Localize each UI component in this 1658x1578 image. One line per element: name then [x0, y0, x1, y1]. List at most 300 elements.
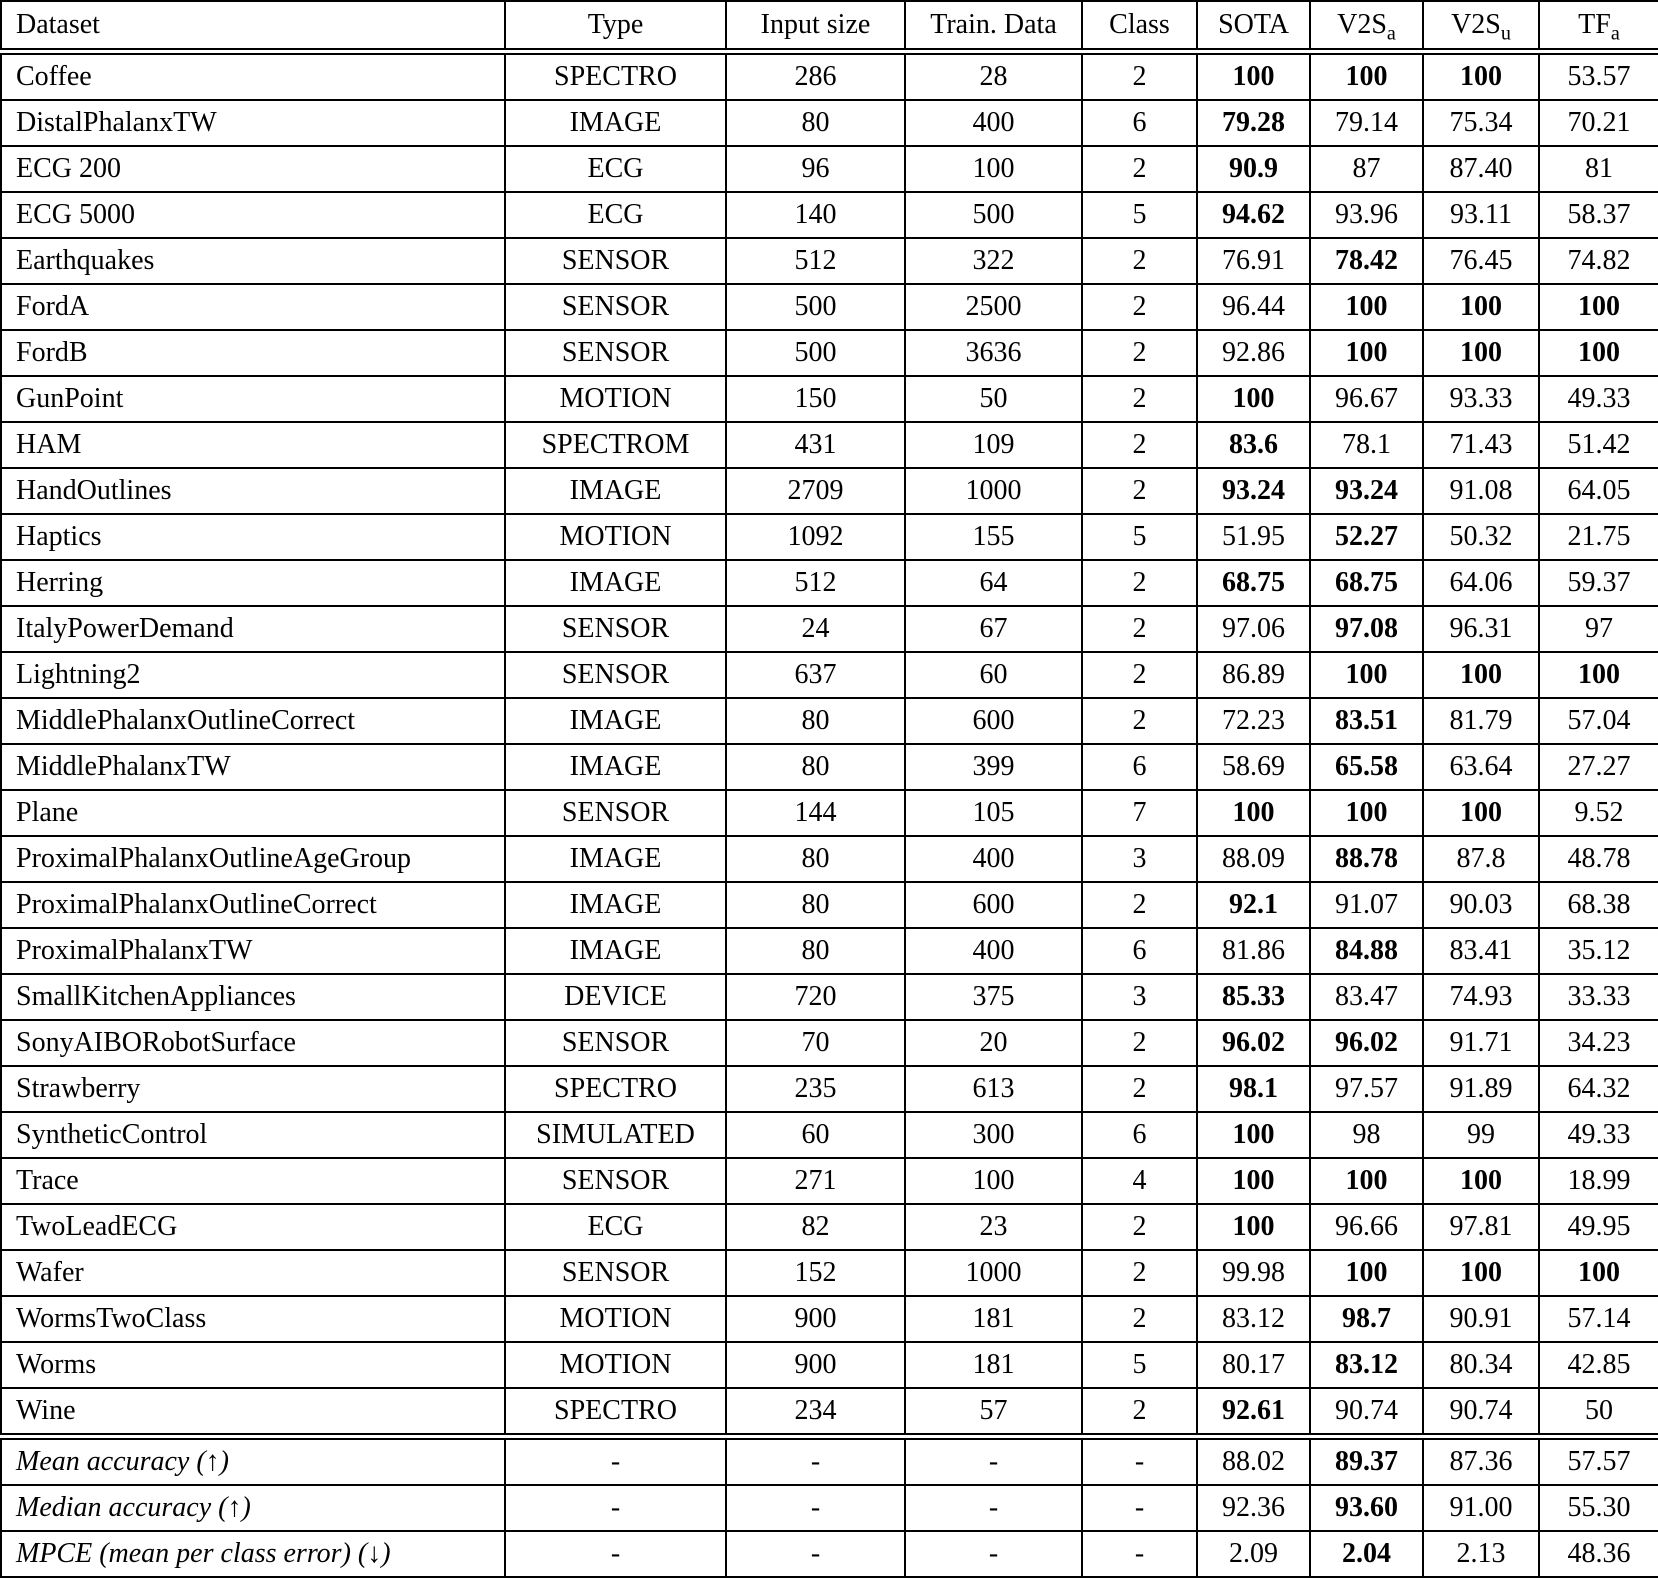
value-cell: 27.27 — [1539, 744, 1658, 790]
value-cell: 68.38 — [1539, 882, 1658, 928]
value-cell: 6 — [1082, 744, 1197, 790]
value-cell: - — [905, 1437, 1082, 1486]
value-cell: 57.57 — [1539, 1437, 1658, 1486]
value-cell: IMAGE — [505, 928, 726, 974]
value-cell: SENSOR — [505, 1158, 726, 1204]
value-cell: 100 — [1310, 1158, 1423, 1204]
dataset-cell: Plane — [1, 790, 505, 836]
dataset-cell: HAM — [1, 422, 505, 468]
value-cell: 75.34 — [1423, 100, 1539, 146]
value-cell: 500 — [905, 192, 1082, 238]
dataset-cell: TwoLeadECG — [1, 1204, 505, 1250]
value-cell: 87.36 — [1423, 1437, 1539, 1486]
value-cell: 500 — [726, 330, 905, 376]
value-cell: 80 — [726, 836, 905, 882]
value-cell: 2.04 — [1310, 1531, 1423, 1577]
value-cell: 93.24 — [1310, 468, 1423, 514]
column-header: Train. Data — [905, 1, 1082, 52]
value-cell: 100 — [1423, 1250, 1539, 1296]
dataset-cell: Wafer — [1, 1250, 505, 1296]
value-cell: 2 — [1082, 606, 1197, 652]
value-cell: 100 — [1423, 652, 1539, 698]
value-cell: 23 — [905, 1204, 1082, 1250]
value-cell: 100 — [1539, 1250, 1658, 1296]
value-cell: 100 — [1197, 52, 1310, 101]
table-row — [1, 928, 1658, 974]
dataset-cell: SonyAIBORobotSurface — [1, 1020, 505, 1066]
value-cell: 2 — [1082, 1296, 1197, 1342]
value-cell: 21.75 — [1539, 514, 1658, 560]
table-row — [1, 744, 1658, 790]
dataset-cell: Trace — [1, 1158, 505, 1204]
value-cell: 5 — [1082, 192, 1197, 238]
value-cell: 80 — [726, 882, 905, 928]
value-cell: 431 — [726, 422, 905, 468]
value-cell: 83.47 — [1310, 974, 1423, 1020]
value-cell: 144 — [726, 790, 905, 836]
value-cell: 97.08 — [1310, 606, 1423, 652]
value-cell: 80 — [726, 928, 905, 974]
value-cell: 2 — [1082, 376, 1197, 422]
dataset-cell: MiddlePhalanxTW — [1, 744, 505, 790]
value-cell: 49.33 — [1539, 1112, 1658, 1158]
table-row — [1, 376, 1658, 422]
table-row — [1, 1158, 1658, 1204]
value-cell: 88.02 — [1197, 1437, 1310, 1486]
value-cell: 2 — [1082, 560, 1197, 606]
value-cell: 152 — [726, 1250, 905, 1296]
dataset-cell: Haptics — [1, 514, 505, 560]
value-cell: 90.91 — [1423, 1296, 1539, 1342]
value-cell: SENSOR — [505, 284, 726, 330]
value-cell: 70.21 — [1539, 100, 1658, 146]
value-cell: 93.60 — [1310, 1485, 1423, 1531]
value-cell: SENSOR — [505, 238, 726, 284]
value-cell: 100 — [905, 146, 1082, 192]
table-row — [1, 836, 1658, 882]
value-cell: 87 — [1310, 146, 1423, 192]
value-cell: 600 — [905, 698, 1082, 744]
column-header: SOTA — [1197, 1, 1310, 52]
value-cell: 100 — [1310, 52, 1423, 101]
value-cell: 58.37 — [1539, 192, 1658, 238]
value-cell: 68.75 — [1310, 560, 1423, 606]
value-cell: 100 — [1197, 1158, 1310, 1204]
value-cell: 60 — [726, 1112, 905, 1158]
value-cell: 59.37 — [1539, 560, 1658, 606]
value-cell: 64.32 — [1539, 1066, 1658, 1112]
table-row — [1, 790, 1658, 836]
dataset-cell: GunPoint — [1, 376, 505, 422]
value-cell: MOTION — [505, 1296, 726, 1342]
value-cell: MOTION — [505, 1342, 726, 1388]
value-cell: 97.57 — [1310, 1066, 1423, 1112]
value-cell: 375 — [905, 974, 1082, 1020]
value-cell: 86.89 — [1197, 652, 1310, 698]
value-cell: 2 — [1082, 422, 1197, 468]
value-cell: 100 — [905, 1158, 1082, 1204]
value-cell: 97 — [1539, 606, 1658, 652]
value-cell: 80 — [726, 698, 905, 744]
value-cell: - — [1082, 1437, 1197, 1486]
value-cell: SPECTROM — [505, 422, 726, 468]
value-cell: 48.78 — [1539, 836, 1658, 882]
value-cell: - — [1082, 1485, 1197, 1531]
value-cell: 100 — [1310, 330, 1423, 376]
value-cell: 100 — [1423, 790, 1539, 836]
table-row — [1, 468, 1658, 514]
table-row — [1, 1020, 1658, 1066]
value-cell: 271 — [726, 1158, 905, 1204]
column-header-subscript: a — [1386, 22, 1396, 45]
dataset-cell: FordA — [1, 284, 505, 330]
value-cell: 33.33 — [1539, 974, 1658, 1020]
value-cell: 81.86 — [1197, 928, 1310, 974]
dataset-cell: SyntheticControl — [1, 1112, 505, 1158]
value-cell: 87.40 — [1423, 146, 1539, 192]
value-cell: - — [905, 1485, 1082, 1531]
value-cell: 99 — [1423, 1112, 1539, 1158]
table-row — [1, 1250, 1658, 1296]
value-cell: - — [905, 1531, 1082, 1577]
dataset-cell: ProximalPhalanxOutlineAgeGroup — [1, 836, 505, 882]
value-cell: 64 — [905, 560, 1082, 606]
value-cell: 93.24 — [1197, 468, 1310, 514]
table-row — [1, 1296, 1658, 1342]
value-cell: 58.69 — [1197, 744, 1310, 790]
value-cell: 52.27 — [1310, 514, 1423, 560]
value-cell: 71.43 — [1423, 422, 1539, 468]
value-cell: 100 — [1539, 330, 1658, 376]
value-cell: 51.42 — [1539, 422, 1658, 468]
value-cell: 512 — [726, 560, 905, 606]
value-cell: - — [726, 1531, 905, 1577]
value-cell: - — [726, 1485, 905, 1531]
value-cell: SPECTRO — [505, 52, 726, 101]
value-cell: 57.04 — [1539, 698, 1658, 744]
table-row — [1, 52, 1658, 101]
value-cell: 96.02 — [1310, 1020, 1423, 1066]
table-row — [1, 192, 1658, 238]
value-cell: 3 — [1082, 974, 1197, 1020]
dataset-cell: HandOutlines — [1, 468, 505, 514]
value-cell: 100 — [1197, 790, 1310, 836]
table-row — [1, 330, 1658, 376]
value-cell: IMAGE — [505, 744, 726, 790]
value-cell: IMAGE — [505, 560, 726, 606]
value-cell: 97.81 — [1423, 1204, 1539, 1250]
value-cell: 2 — [1082, 1020, 1197, 1066]
value-cell: ECG — [505, 146, 726, 192]
value-cell: 6 — [1082, 1112, 1197, 1158]
value-cell: 74.93 — [1423, 974, 1539, 1020]
dataset-cell: ECG 200 — [1, 146, 505, 192]
value-cell: 234 — [726, 1388, 905, 1437]
header-row — [1, 1, 1658, 52]
value-cell: 96.02 — [1197, 1020, 1310, 1066]
value-cell: 64.06 — [1423, 560, 1539, 606]
value-cell: 286 — [726, 52, 905, 101]
value-cell: 100 — [1197, 1204, 1310, 1250]
value-cell: 2.13 — [1423, 1531, 1539, 1577]
value-cell: MOTION — [505, 376, 726, 422]
value-cell: 80 — [726, 100, 905, 146]
value-cell: 2709 — [726, 468, 905, 514]
value-cell: 2500 — [905, 284, 1082, 330]
dataset-cell: SmallKitchenAppliances — [1, 974, 505, 1020]
value-cell: SENSOR — [505, 1020, 726, 1066]
value-cell: 613 — [905, 1066, 1082, 1112]
dataset-cell: FordB — [1, 330, 505, 376]
value-cell: 50 — [905, 376, 1082, 422]
table-row — [1, 1485, 1658, 1531]
dataset-cell: Strawberry — [1, 1066, 505, 1112]
value-cell: 100 — [1197, 1112, 1310, 1158]
value-cell: 55.30 — [1539, 1485, 1658, 1531]
value-cell: 3 — [1082, 836, 1197, 882]
value-cell: 90.9 — [1197, 146, 1310, 192]
value-cell: 100 — [1197, 376, 1310, 422]
dataset-cell: Earthquakes — [1, 238, 505, 284]
value-cell: 94.62 — [1197, 192, 1310, 238]
value-cell: 83.12 — [1197, 1296, 1310, 1342]
value-cell: 63.64 — [1423, 744, 1539, 790]
value-cell: 100 — [1539, 284, 1658, 330]
value-cell: 105 — [905, 790, 1082, 836]
dataset-cell: Herring — [1, 560, 505, 606]
dataset-cell: MPCE (mean per class error) (↓) — [1, 1531, 505, 1577]
table-row — [1, 238, 1658, 284]
value-cell: 60 — [905, 652, 1082, 698]
value-cell: 399 — [905, 744, 1082, 790]
value-cell: 96.66 — [1310, 1204, 1423, 1250]
column-header: $V2S_a$ — [1310, 1, 1423, 52]
value-cell: IMAGE — [505, 698, 726, 744]
value-cell: 64.05 — [1539, 468, 1658, 514]
value-cell: 2 — [1082, 238, 1197, 284]
value-cell: 181 — [905, 1296, 1082, 1342]
column-header: Dataset — [1, 1, 505, 52]
value-cell: 2 — [1082, 698, 1197, 744]
value-cell: 87.8 — [1423, 836, 1539, 882]
table-row — [1, 1388, 1658, 1437]
value-cell: 90.74 — [1310, 1388, 1423, 1437]
value-cell: 78.1 — [1310, 422, 1423, 468]
value-cell: 20 — [905, 1020, 1082, 1066]
table-row — [1, 974, 1658, 1020]
value-cell: 181 — [905, 1342, 1082, 1388]
value-cell: 96.44 — [1197, 284, 1310, 330]
value-cell: 81 — [1539, 146, 1658, 192]
table-row — [1, 1437, 1658, 1486]
dataset-cell: ProximalPhalanxOutlineCorrect — [1, 882, 505, 928]
value-cell: 150 — [726, 376, 905, 422]
value-cell: 93.33 — [1423, 376, 1539, 422]
value-cell: 500 — [726, 284, 905, 330]
value-cell: 2 — [1082, 1250, 1197, 1296]
value-cell: 80.17 — [1197, 1342, 1310, 1388]
value-cell: 28 — [905, 52, 1082, 101]
value-cell: 2 — [1082, 330, 1197, 376]
value-cell: 24 — [726, 606, 905, 652]
dataset-cell: Median accuracy (↑) — [1, 1485, 505, 1531]
value-cell: SIMULATED — [505, 1112, 726, 1158]
value-cell: 100 — [1423, 52, 1539, 101]
value-cell: 100 — [1310, 652, 1423, 698]
value-cell: 84.88 — [1310, 928, 1423, 974]
value-cell: 98.7 — [1310, 1296, 1423, 1342]
value-cell: 57.14 — [1539, 1296, 1658, 1342]
column-header-subscript: u — [1500, 22, 1511, 45]
table-body — [1, 52, 1658, 1578]
value-cell: 76.45 — [1423, 238, 1539, 284]
value-cell: 91.07 — [1310, 882, 1423, 928]
value-cell: SENSOR — [505, 606, 726, 652]
value-cell: IMAGE — [505, 100, 726, 146]
value-cell: 2 — [1082, 882, 1197, 928]
value-cell: 100 — [1423, 284, 1539, 330]
value-cell: 100 — [1539, 652, 1658, 698]
value-cell: 100 — [1423, 1158, 1539, 1204]
value-cell: 90.03 — [1423, 882, 1539, 928]
value-cell: 400 — [905, 836, 1082, 882]
value-cell: 2 — [1082, 52, 1197, 101]
value-cell: - — [505, 1437, 726, 1486]
table-row — [1, 882, 1658, 928]
value-cell: 83.41 — [1423, 928, 1539, 974]
value-cell: 91.00 — [1423, 1485, 1539, 1531]
value-cell: 92.36 — [1197, 1485, 1310, 1531]
value-cell: 109 — [905, 422, 1082, 468]
column-header-subscript: a — [1610, 22, 1620, 45]
value-cell: 5 — [1082, 514, 1197, 560]
value-cell: 80 — [726, 744, 905, 790]
value-cell: - — [726, 1437, 905, 1486]
value-cell: IMAGE — [505, 468, 726, 514]
value-cell: 49.33 — [1539, 376, 1658, 422]
value-cell: SPECTRO — [505, 1388, 726, 1437]
value-cell: 91.08 — [1423, 468, 1539, 514]
dataset-cell: Lightning2 — [1, 652, 505, 698]
value-cell: ECG — [505, 1204, 726, 1250]
table-row — [1, 284, 1658, 330]
dataset-cell: ECG 5000 — [1, 192, 505, 238]
value-cell: 100 — [1423, 330, 1539, 376]
value-cell: 57 — [905, 1388, 1082, 1437]
value-cell: 50 — [1539, 1388, 1658, 1437]
table-row — [1, 146, 1658, 192]
dataset-cell: DistalPhalanxTW — [1, 100, 505, 146]
value-cell: 1092 — [726, 514, 905, 560]
value-cell: 2 — [1082, 146, 1197, 192]
table-row — [1, 652, 1658, 698]
value-cell: 720 — [726, 974, 905, 1020]
column-header: $V2S_u$ — [1423, 1, 1539, 52]
table-row — [1, 1204, 1658, 1250]
value-cell: IMAGE — [505, 882, 726, 928]
table-row — [1, 514, 1658, 560]
value-cell: 900 — [726, 1296, 905, 1342]
value-cell: 93.11 — [1423, 192, 1539, 238]
value-cell: 4 — [1082, 1158, 1197, 1204]
value-cell: 91.89 — [1423, 1066, 1539, 1112]
value-cell: - — [1082, 1531, 1197, 1577]
table-row — [1, 1342, 1658, 1388]
value-cell: 100 — [1310, 1250, 1423, 1296]
table-row — [1, 560, 1658, 606]
value-cell: 1000 — [905, 468, 1082, 514]
value-cell: 5 — [1082, 1342, 1197, 1388]
value-cell: 900 — [726, 1342, 905, 1388]
value-cell: 98.1 — [1197, 1066, 1310, 1112]
value-cell: 81.79 — [1423, 698, 1539, 744]
dataset-cell: ItalyPowerDemand — [1, 606, 505, 652]
value-cell: 140 — [726, 192, 905, 238]
value-cell: 300 — [905, 1112, 1082, 1158]
value-cell: 93.96 — [1310, 192, 1423, 238]
value-cell: 97.06 — [1197, 606, 1310, 652]
value-cell: 2.09 — [1197, 1531, 1310, 1577]
value-cell: 78.42 — [1310, 238, 1423, 284]
value-cell: 2 — [1082, 652, 1197, 698]
value-cell: 65.58 — [1310, 744, 1423, 790]
value-cell: 322 — [905, 238, 1082, 284]
value-cell: 400 — [905, 100, 1082, 146]
value-cell: 155 — [905, 514, 1082, 560]
value-cell: 98 — [1310, 1112, 1423, 1158]
table-row — [1, 698, 1658, 744]
value-cell: 82 — [726, 1204, 905, 1250]
value-cell: 235 — [726, 1066, 905, 1112]
value-cell: 72.23 — [1197, 698, 1310, 744]
column-header: Type — [505, 1, 726, 52]
value-cell: 2 — [1082, 284, 1197, 330]
value-cell: 2 — [1082, 1066, 1197, 1112]
value-cell: SENSOR — [505, 790, 726, 836]
table-row — [1, 1531, 1658, 1577]
dataset-cell: ProximalPhalanxTW — [1, 928, 505, 974]
column-header: Input size — [726, 1, 905, 52]
value-cell: 79.14 — [1310, 100, 1423, 146]
value-cell: 34.23 — [1539, 1020, 1658, 1066]
value-cell: 2 — [1082, 468, 1197, 514]
value-cell: 2 — [1082, 1388, 1197, 1437]
value-cell: 90.74 — [1423, 1388, 1539, 1437]
value-cell: IMAGE — [505, 836, 726, 882]
value-cell: 83.12 — [1310, 1342, 1423, 1388]
dataset-cell: Mean accuracy (↑) — [1, 1437, 505, 1486]
dataset-cell: MiddlePhalanxOutlineCorrect — [1, 698, 505, 744]
value-cell: 637 — [726, 652, 905, 698]
value-cell: ECG — [505, 192, 726, 238]
value-cell: SENSOR — [505, 330, 726, 376]
dataset-cell: WormsTwoClass — [1, 1296, 505, 1342]
table-row — [1, 100, 1658, 146]
value-cell: MOTION — [505, 514, 726, 560]
value-cell: 85.33 — [1197, 974, 1310, 1020]
value-cell: SPECTRO — [505, 1066, 726, 1112]
dataset-cell: Worms — [1, 1342, 505, 1388]
value-cell: 74.82 — [1539, 238, 1658, 284]
value-cell: 3636 — [905, 330, 1082, 376]
value-cell: 6 — [1082, 100, 1197, 146]
value-cell: 96.31 — [1423, 606, 1539, 652]
value-cell: 88.09 — [1197, 836, 1310, 882]
value-cell: 91.71 — [1423, 1020, 1539, 1066]
value-cell: DEVICE — [505, 974, 726, 1020]
value-cell: - — [505, 1531, 726, 1577]
value-cell: - — [505, 1485, 726, 1531]
